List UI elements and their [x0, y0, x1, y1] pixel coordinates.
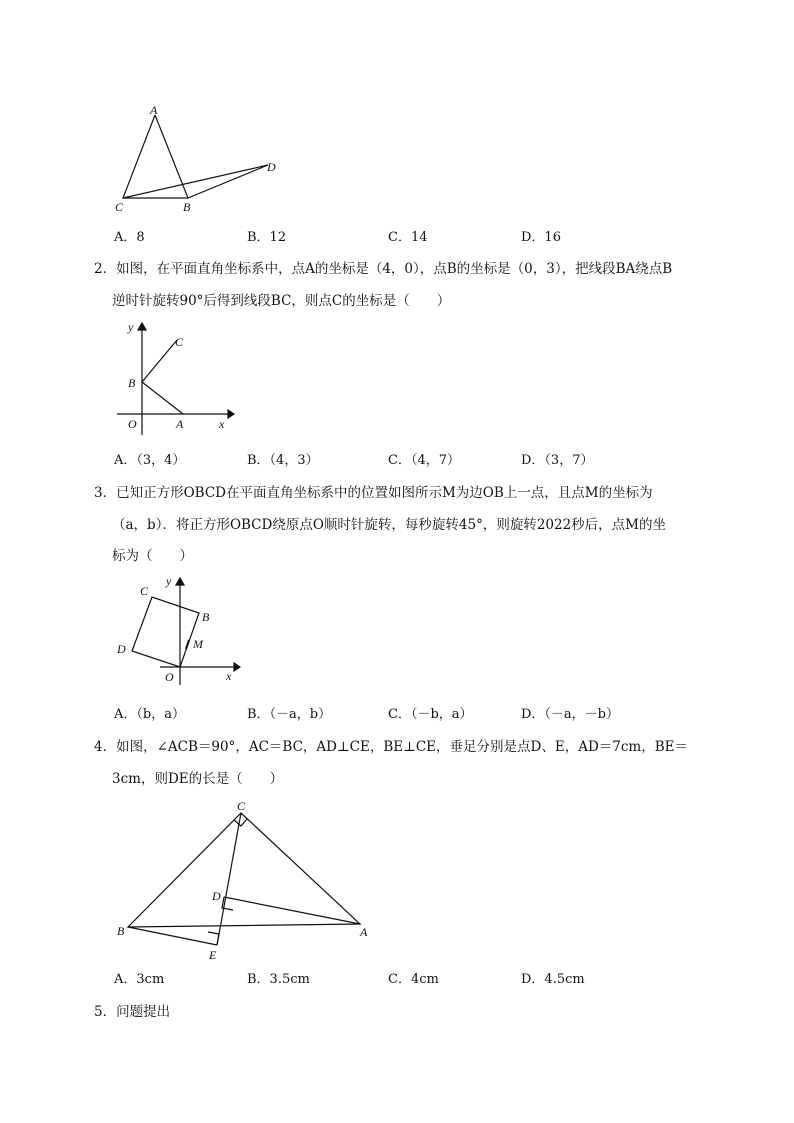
q2-label-b: B: [128, 376, 136, 390]
q2-option-a: A．（3，4）: [114, 453, 186, 468]
q2-segment-bc: [142, 340, 177, 382]
q3-option-b: B．（－a，b）: [247, 707, 332, 722]
q2-text-line2: 逆时针旋转90°后得到线段BC，则点C的坐标是（ ）: [112, 293, 451, 309]
q4-segment-ad: [224, 897, 360, 924]
q1-label-a: A: [150, 103, 158, 117]
q2-segment-ba: [142, 382, 183, 414]
q3-label-o: O: [165, 670, 174, 684]
q2-option-d: D．（3，7）: [521, 453, 594, 468]
q2-label-a: A: [176, 417, 184, 431]
q1-figure: [110, 100, 290, 215]
q4-option-b: B．3.5cm: [247, 972, 310, 987]
q4-label-b: B: [117, 924, 125, 938]
q3-option-d: D．（－a，－b）: [521, 707, 619, 722]
q3-square-obcd: [132, 597, 199, 667]
q4-text-line1: 4．如图，∠ACB＝90°，AC＝BC，AD⊥CE，BE⊥CE，垂足分别是点D、E，AD＝7cm，BE＝: [94, 739, 688, 755]
q4-right-angle-c: [234, 819, 247, 826]
q4-label-e: E: [209, 948, 217, 962]
q2-option-c: C．（4，7）: [388, 453, 460, 468]
q4-option-c: C．4cm: [388, 972, 439, 987]
q3-y-arrow: [176, 578, 184, 585]
q2-x-arrow: [228, 410, 234, 418]
q3-option-c: C．（－b，a）: [388, 707, 473, 722]
q4-label-d: D: [212, 889, 221, 903]
q4-label-c: C: [237, 799, 246, 813]
q2-text-line1: 2．如图，在平面直角坐标系中，点A的坐标是（4，0），点B的坐标是（0，3），把线段BA绕点B: [94, 261, 673, 277]
q1-option-a: A．8: [114, 230, 145, 245]
q3-label-y: y: [166, 574, 172, 588]
q3-label-x: x: [226, 669, 232, 683]
q5-text-line1: 5．问题提出: [94, 1004, 171, 1020]
q3-label-m: M: [193, 637, 203, 651]
q3-label-d: D: [117, 642, 126, 656]
q3-text-line3: 标为（ ）: [112, 548, 193, 564]
q1-option-c: C．14: [388, 230, 428, 245]
q1-label-c: C: [115, 200, 124, 214]
q4-text-line2: 3cm，则DE的长是（ ）: [112, 771, 284, 787]
q3-point-m-mark: [186, 640, 189, 649]
q3-figure: [110, 573, 245, 693]
q1-label-d: D: [267, 160, 276, 174]
q3-label-c: C: [140, 584, 149, 598]
q3-option-a: A．（b，a）: [114, 707, 185, 722]
q4-figure: [110, 795, 380, 965]
q4-triangle-abc: [128, 813, 360, 927]
q3-text-line1: 3．已知正方形OBCD在平面直角坐标系中的位置如图所示M为边OB上一点，且点M的坐标为: [94, 485, 653, 501]
q3-label-b: B: [202, 610, 210, 624]
q3-text-line2: （a，b）．将正方形OBCD绕原点O顺时针旋转，每秒旋转45°，则旋转2022秒后，点M的坐: [112, 517, 667, 533]
q4-option-a: A．3cm: [114, 972, 165, 987]
q1-label-b: B: [183, 200, 191, 214]
q1-segment-cd: [123, 165, 268, 198]
q2-y-arrow: [138, 323, 146, 330]
q2-option-b: B．（4，3）: [247, 453, 319, 468]
q1-option-d: D．16: [521, 230, 561, 245]
q1-segment-bd: [188, 165, 268, 198]
q2-label-o: O: [128, 417, 137, 431]
q2-figure: [110, 318, 240, 438]
q2-label-x: x: [219, 417, 225, 431]
q2-label-c: C: [175, 335, 184, 349]
q4-label-a: A: [360, 925, 368, 939]
q1-option-b: B．12: [247, 230, 287, 245]
q4-option-d: D．4.5cm: [521, 972, 585, 987]
q4-segment-be: [128, 927, 217, 945]
q2-label-y: y: [128, 320, 134, 334]
q3-x-arrow: [234, 663, 240, 671]
